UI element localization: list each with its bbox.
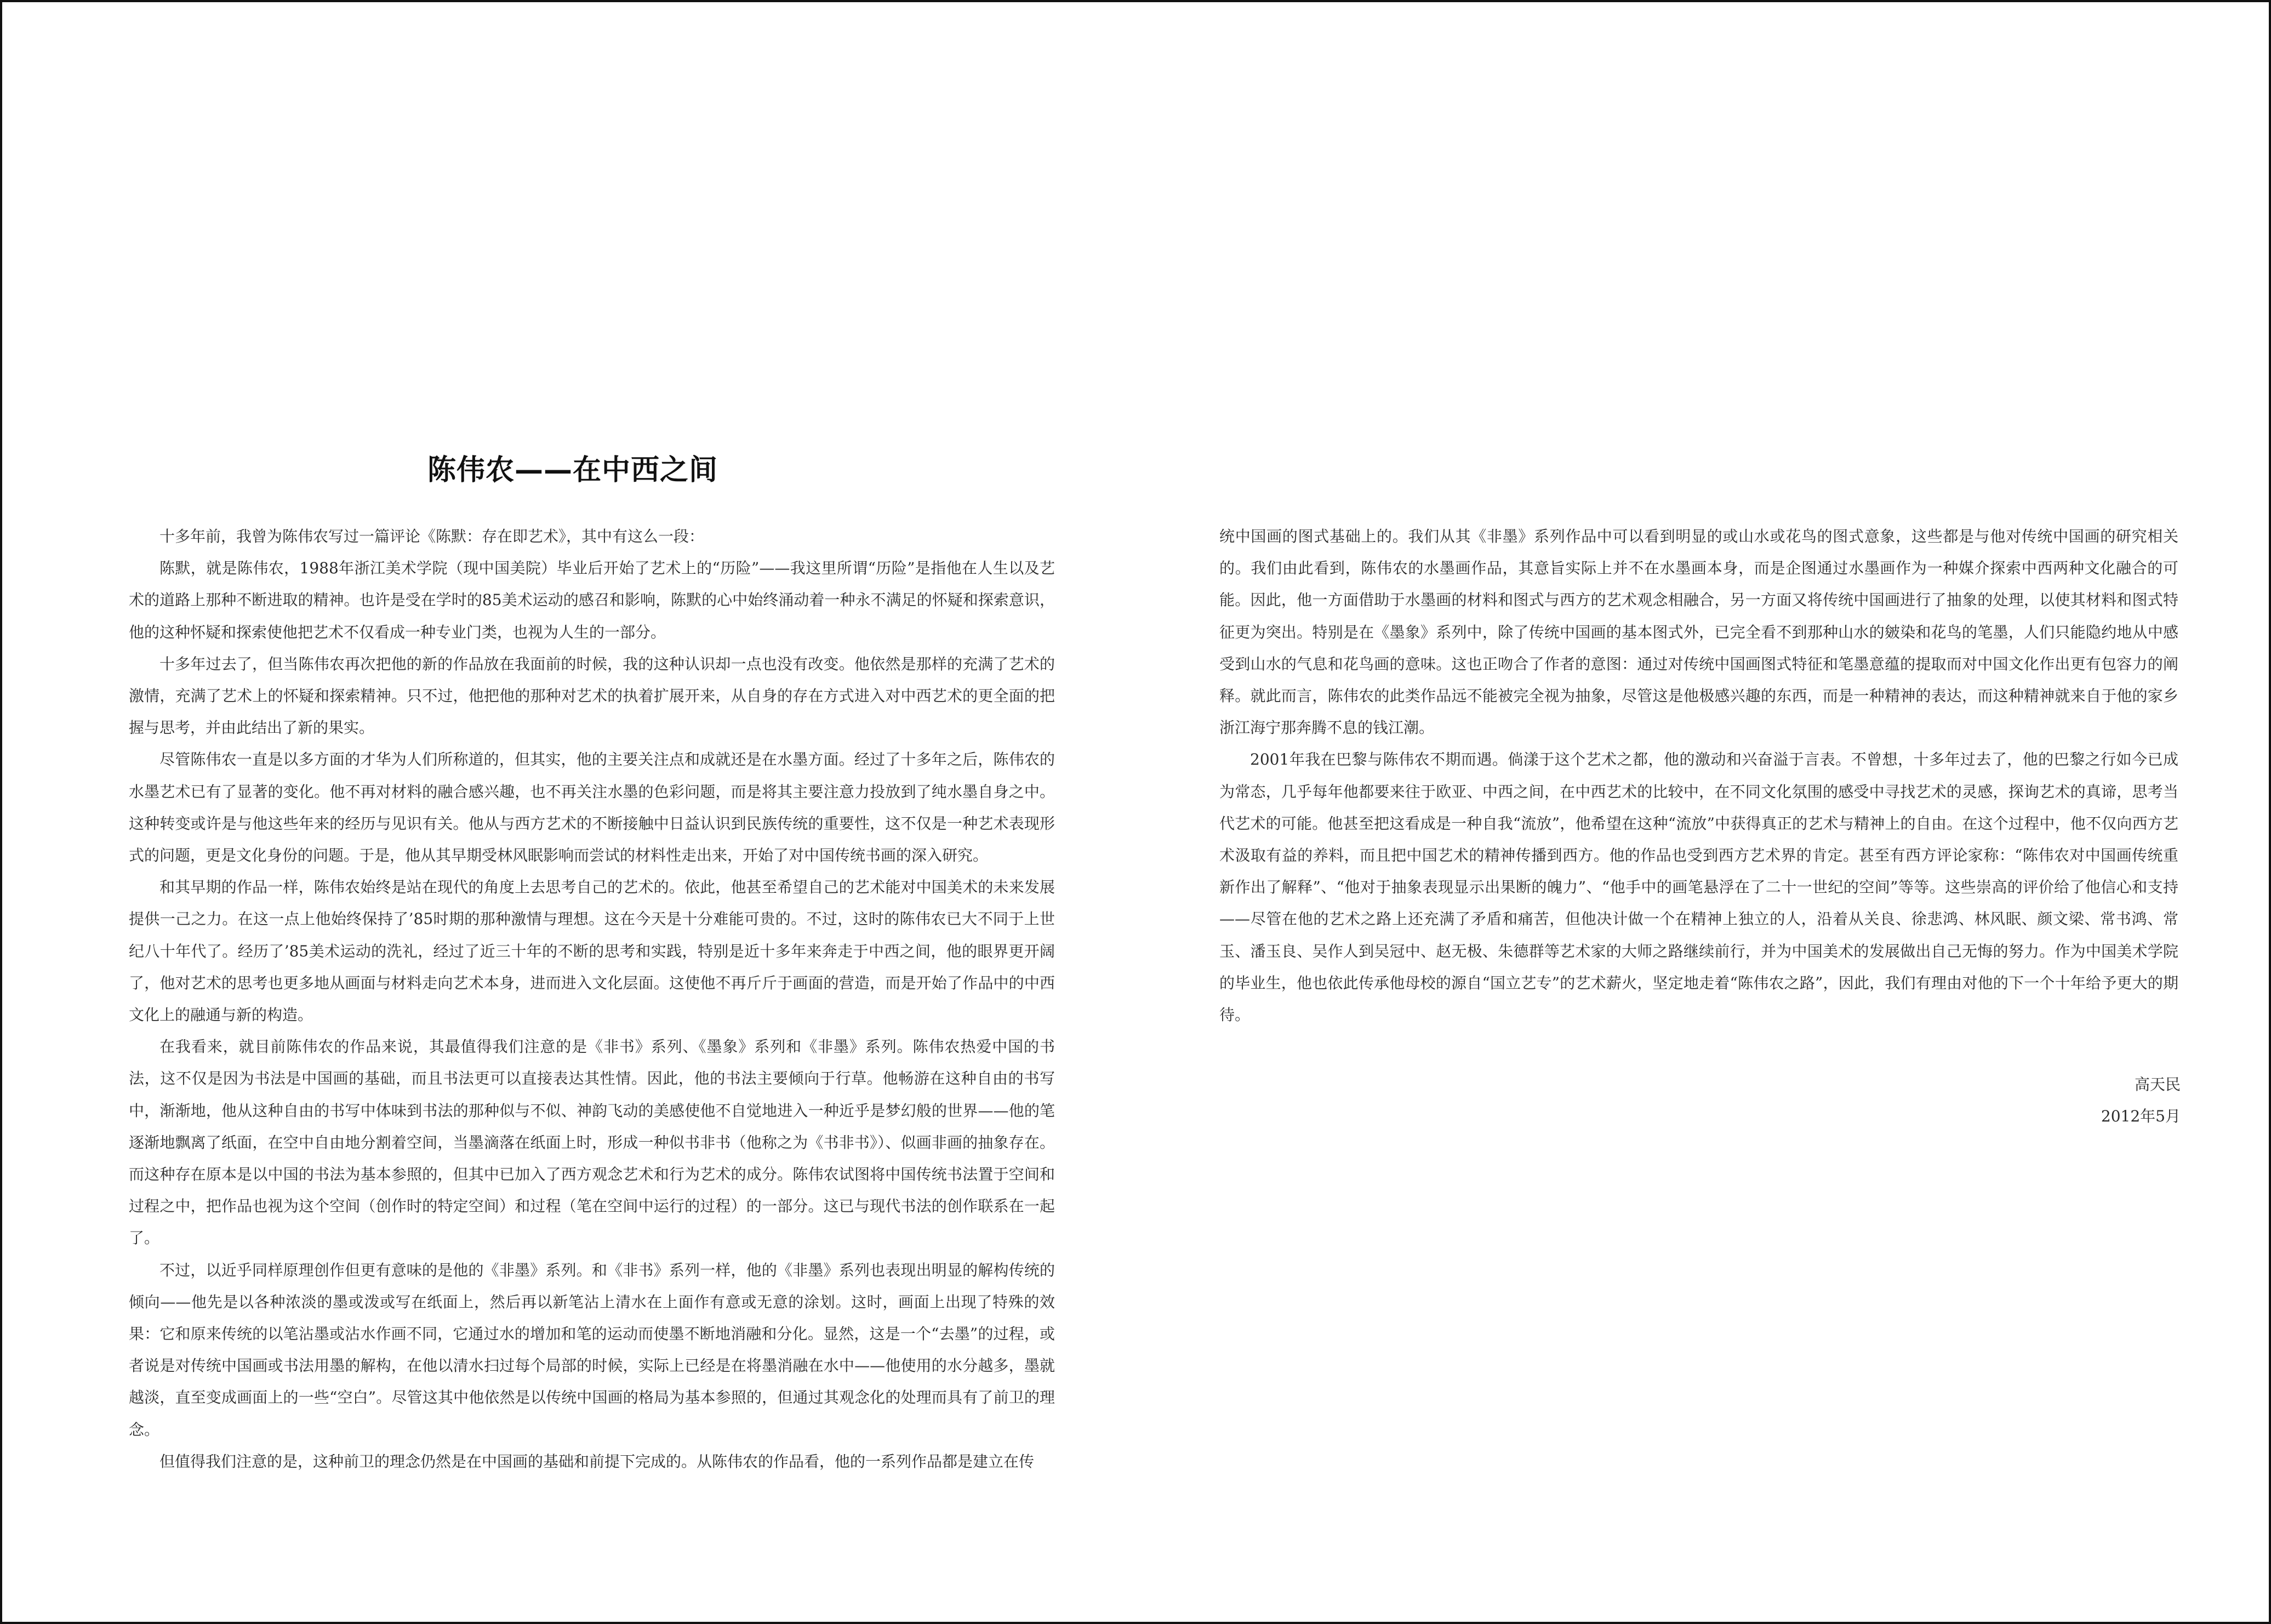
paragraph: 陈默，就是陈伟农，1988年浙江美术学院（现中国美院）毕业后开始了艺术上的“历险”——我这里所谓“历险”是指他在人生以及艺术的道路上那种不断进取的精神。也许是受在学时的85美术运动的感召和影响，陈默的心中始终涌动着一种永不满足的怀疑和探索意识，他的这种怀疑和探索使他把艺术不仅看成一种专业门类，也视为人生的一部分。: [129, 559, 1055, 641]
paragraph: 统中国画的图式基础上的。我们从其《非墨》系列作品中可以看到明显的或山水或花鸟的图式意象，这些都是与他对传统中国画的研究相关的。我们由此看到，陈伟农的水墨画作品，其意旨实际上并不在水墨画本身，而是企图通过水墨画作为一种媒介探索中西两种文化融合的可能。因此，他一方面借助于水墨画的材料和图式与西方的艺术观念相融合，另一方面又将传统中国画进行了抽象的处理，以使其材料和图式特征更为突出。特别是在《墨象》系列中，除了传统中国画的基本图式外，已完全看不到那种山水的皴染和花鸟的笔墨，人们只能隐约地从中感受到山水的气息和花鸟画的意味。这也正吻合了作者的意图：通过对传统中国画图式特征和笔墨意蕴的提取而对中国文化作出更有包容力的阐释。就此而言，陈伟农的此类作品远不能被完全视为抽象，尽管这是他极感兴趣的东西，而是一种精神的表达，而这种精神就来自于他的家乡浙江海宁那奔腾不息的钱江潮。: [1219, 527, 2178, 737]
paragraph: 不过，以近乎同样原理创作但更有意味的是他的《非墨》系列。和《非书》系列一样，他的《非墨》系列也表现出明显的解构传统的倾向——他先是以各种浓淡的墨或泼或写在纸面上，然后再以新笔沾上清水在上面作有意或无意的涂划。这时，画面上出现了特殊的效果：它和原来传统的以笔沾墨或沾水作画不同，它通过水的增加和笔的运动而使墨不断地消融和分化。显然，这是一个“去墨”的过程，或者说是对传统中国画或书法用墨的解构，在他以清水扫过每个局部的时候，实际上已经是在将墨消融在水中——他使用的水分越多，墨就越淡，直至变成画面上的一些“空白”。尽管这其中他依然是以传统中国画的格局为基本参照的，但通过其观念化的处理而具有了前卫的理念。: [129, 1261, 1055, 1439]
paragraph: 尽管陈伟农一直是以多方面的才华为人们所称道的，但其实，他的主要关注点和成就还是在水墨方面。经过了十多年之后，陈伟农的水墨艺术已有了显著的变化。他不再对材料的融合感兴趣，也不再关注水墨的色彩问题，而是将其主要注意力投放到了纯水墨自身之中。这种转变或许是与他这些年来的经历与见识有关。他从与西方艺术的不断接触中日益认识到民族传统的重要性，这不仅是一种艺术表现形式的问题，更是文化身份的问题。于是，他从其早期受林风眠影响而尝试的材料性走出来，开始了对中国传统书画的深入研究。: [129, 750, 1055, 865]
paragraph: 十多年前，我曾为陈伟农写过一篇评论《陈默：存在即艺术》，其中有这么一段：: [159, 527, 705, 545]
left-column: [129, 521, 1055, 1478]
author-signature: 高天民: [2134, 1075, 2181, 1093]
paragraph: 但值得我们注意的是，这种前卫的理念仍然是在中国画的基础和前提下完成的。从陈伟农的作品看，他的一系列作品都是建立在传: [159, 1452, 1035, 1471]
right-column: [1219, 521, 2178, 1031]
paragraph: 和其早期的作品一样，陈伟农始终是站在现代的角度上去思考自己的艺术的。依此，他甚至希望自己的艺术能对中国美术的未来发展提供一己之力。在这一点上他始终保持了’85时期的那种激情与理想。这在今天是十分难能可贵的。不过，这时的陈伟农已大不同于上世纪八十年代了。经历了’85美术运动的洗礼，经过了近三十年的不断的思考和实践，特别是近十多年来奔走于中西之间，他的眼界更开阔了，他对艺术的思考也更多地从画面与材料走向艺术本身，进而进入文化层面。这使他不再斤斤于画面的营造，而是开始了作品中的中西文化上的融通与新的构造。: [129, 878, 1055, 1024]
paragraph: 在我看来，就目前陈伟农的作品来说，其最值得我们注意的是《非书》系列、《墨象》系列和《非墨》系列。陈伟农热爱中国的书法，这不仅是因为书法是中国画的基础，而且书法更可以直接表达其性情。因此，他的书法主要倾向于行草。他畅游在这种自由的书写中，渐渐地，他从这种自由的书写中体味到书法的那种似与不似、神韵飞动的美感使他不自觉地进入一种近乎是梦幻般的世界——他的笔逐渐地飘离了纸面，在空中自由地分割着空间，当墨滴落在纸面上时，形成一种似书非书（他称之为《书非书》）、似画非画的抽象存在。而这种存在原本是以中国的书法为基本参照的，但其中已加入了西方观念艺术和行为艺术的成分。陈伟农试图将中国传统书法置于空间和过程之中，把作品也视为这个空间（创作时的特定空间）和过程（笔在空间中运行的过程）的一部分。这已与现代书法的创作联系在一起了。: [129, 1038, 1055, 1247]
article-date: 2012年5月: [2101, 1107, 2181, 1125]
article-title: 陈伟农——在中西之间: [427, 454, 718, 487]
paragraph: 2001年我在巴黎与陈伟农不期而遇。倘漾于这个艺术之都，他的激动和兴奋溢于言表。不曾想，十多年过去了，他的巴黎之行如今已成为常态，几乎每年他都要来往于欧亚、中西之间，在中西艺术的比较中，在不同文化氛围的感受中寻找艺术的灵感，探询艺术的真谛，思考当代艺术的可能。他甚至把这看成是一种自我“流放”，他希望在这种“流放”中获得真正的艺术与精神上的自由。在这个过程中，他不仅向西方艺术汲取有益的养料，而且把中国艺术的精神传播到西方。他的作品也受到西方艺术界的肯定。甚至有西方评论家称：“陈伟农对中国画传统重新作出了解释”、“他对于抽象表现显示出果断的魄力”、“他手中的画笔悬浮在了二十一世纪的空间”等等。这些崇高的评价给了他信心和支持——尽管在他的艺术之路上还充满了矛盾和痛苦，但他决计做一个在精神上独立的人，沿着从关良、徐悲鸿、林风眠、颜文梁、常书鸿、常玉、潘玉良、吴作人到吴冠中、赵无极、朱德群等艺术家的大师之路继续前行，并为中国美术的发展做出自己无悔的努力。作为中国美术学院的毕业生，他也依此传承他母校的源自“国立艺专”的艺术薪火，坚定地走着“陈伟农之路”，因此，我们有理由对他的下一个十年给予更大的期待。: [1219, 750, 2178, 1024]
paragraph: 十多年过去了，但当陈伟农再次把他的新的作品放在我面前的时候，我的这种认识却一点也没有改变。他依然是那样的充满了艺术的激情，充满了艺术上的怀疑和探索精神。只不过，他把他的那种对艺术的执着扩展开来，从自身的存在方式进入对中西艺术的更全面的把握与思考，并由此结出了新的果实。: [129, 654, 1055, 737]
